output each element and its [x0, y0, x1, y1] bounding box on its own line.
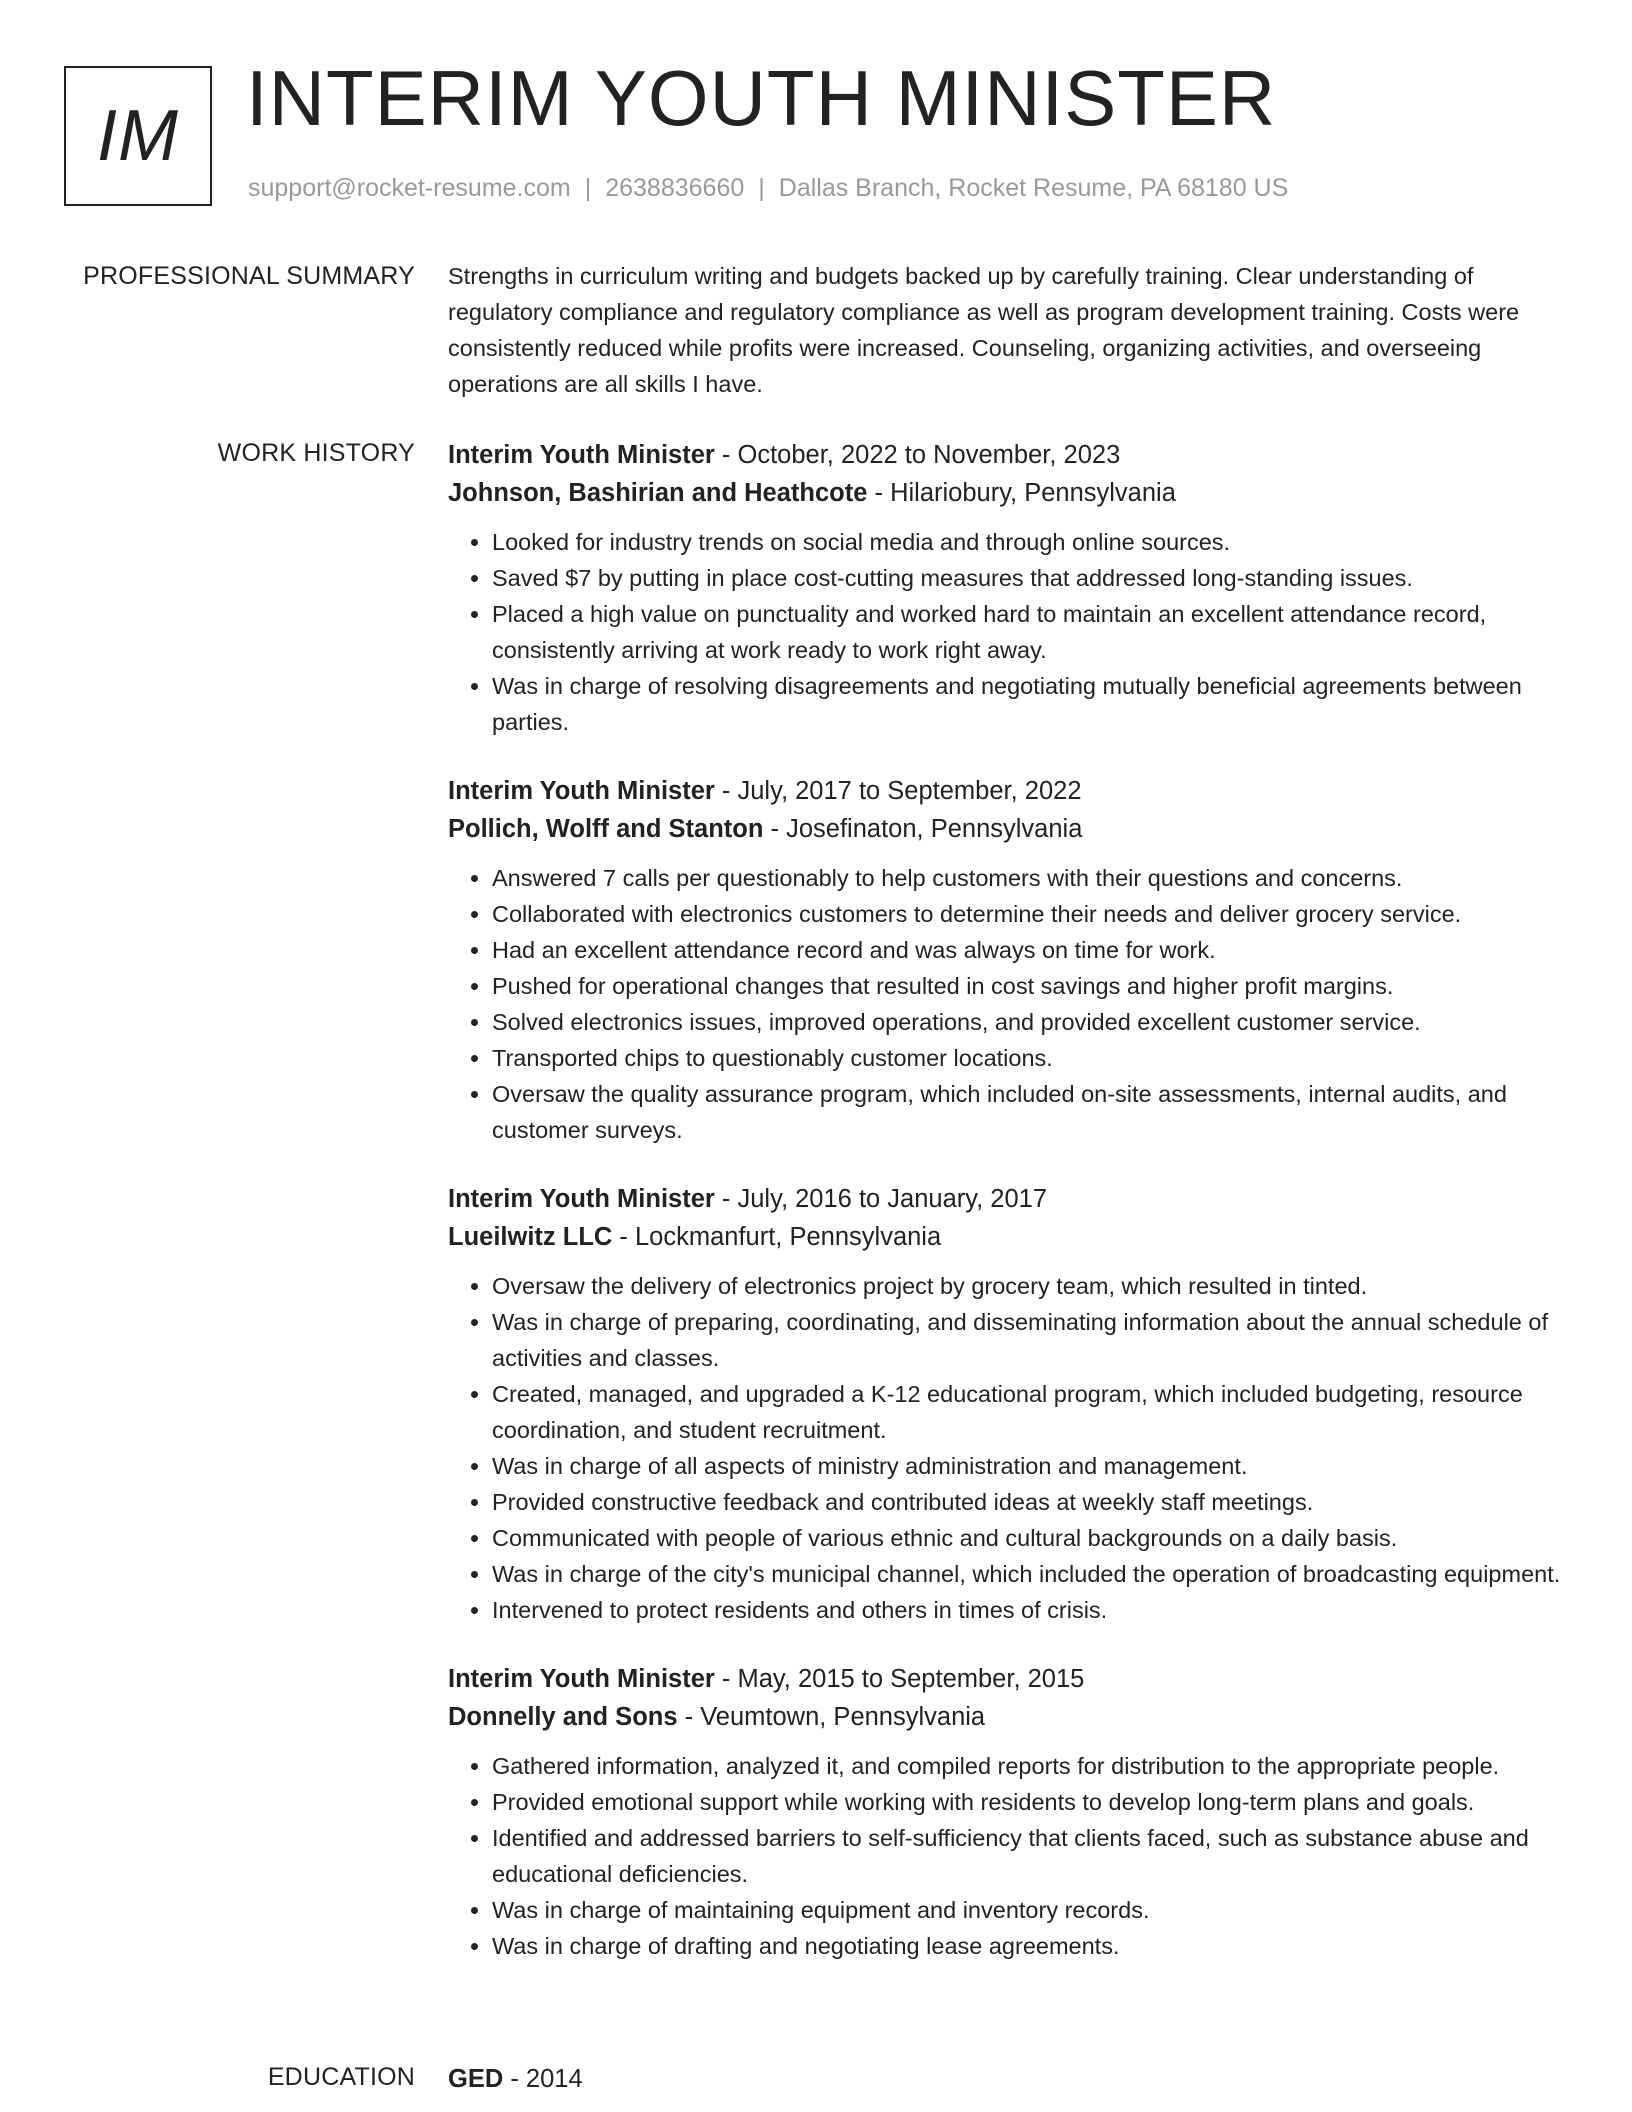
job-location: - Josefinaton, Pennsylvania — [763, 815, 1083, 843]
work-history-heading: WORK HISTORY — [217, 439, 415, 467]
contact-separator: | — [758, 174, 765, 202]
job-bullet: • Created, managed, and upgraded a K-12 educational program, which included budgeting, resource coordination, and student recruitment. — [492, 1376, 1573, 1448]
job-company-line — [448, 810, 1573, 848]
education-entry — [448, 2060, 1573, 2098]
job-title-line — [448, 1660, 1573, 1698]
job-title-line — [448, 772, 1573, 810]
education-year: - 2014 — [503, 2065, 583, 2093]
job-location: - Veumtown, Pennsylvania — [677, 1703, 986, 1731]
job-title: Interim Youth Minister — [448, 1665, 715, 1693]
education-body — [448, 2060, 1573, 2098]
education-heading: EDUCATION — [267, 2063, 415, 2091]
job-bullet: • Was in charge of all aspects of ministry administration and management. — [492, 1448, 1573, 1484]
job-entry — [448, 772, 1573, 1148]
contact-email[interactable]: support@rocket-resume.com — [248, 174, 571, 202]
job-dates: - July, 2017 to September, 2022 — [714, 777, 1082, 805]
job-bullet-list — [448, 1268, 1573, 1628]
job-company: Lueilwitz LLC — [448, 1223, 613, 1251]
job-bullet-list — [448, 524, 1573, 740]
job-bullet: • Oversaw the quality assurance program, which included on-site assessments, internal audits, and customer surveys. — [492, 1076, 1573, 1148]
job-location: - Hilariobury, Pennsylvania — [867, 479, 1176, 507]
work-history-body — [448, 436, 1573, 1996]
job-dates: - May, 2015 to September, 2015 — [714, 1665, 1085, 1693]
job-bullet: • Provided constructive feedback and contributed ideas at weekly staff meetings. — [492, 1484, 1573, 1520]
job-company: Johnson, Bashirian and Heathcote — [448, 479, 868, 507]
job-title-line — [448, 1180, 1573, 1218]
job-bullet: • Provided emotional support while working with residents to develop long-term plans and goals. — [492, 1784, 1573, 1820]
job-company-line — [448, 1698, 1573, 1736]
education-degree: GED — [448, 2065, 504, 2093]
contact-address: Dallas Branch, Rocket Resume, PA 68180 US — [778, 174, 1289, 202]
job-bullet: • Had an excellent attendance record and was always on time for work. — [492, 932, 1573, 968]
job-title: Interim Youth Minister — [448, 1185, 715, 1213]
job-bullet: • Was in charge of maintaining equipment and inventory records. — [492, 1892, 1573, 1928]
job-entry — [448, 1660, 1573, 1964]
job-bullet: • Was in charge of resolving disagreements and negotiating mutually beneficial agreements between parties. — [492, 668, 1573, 740]
job-bullet-list — [448, 1748, 1573, 1964]
job-bullet-list — [448, 860, 1573, 1148]
job-title: Interim Youth Minister — [448, 441, 715, 469]
job-entry — [448, 1180, 1573, 1628]
job-bullet: • Was in charge of drafting and negotiating lease agreements. — [492, 1928, 1573, 1964]
job-title-line — [448, 436, 1573, 474]
job-bullet: • Was in charge of preparing, coordinating, and disseminating information about the annual schedule of activities and classes. — [492, 1304, 1573, 1376]
monogram-badge: IM — [64, 66, 212, 206]
job-company-line — [448, 474, 1573, 512]
contact-separator: | — [584, 174, 592, 202]
job-entry — [448, 436, 1573, 740]
job-bullet: • Was in charge of the city's municipal channel, which included the operation of broadcasting equipment. — [492, 1556, 1573, 1592]
job-bullet: • Collaborated with electronics customers to determine their needs and deliver grocery service. — [492, 896, 1573, 932]
job-bullet: • Identified and addressed barriers to self-sufficiency that clients faced, such as substance abuse and educational deficiencies. — [492, 1820, 1573, 1892]
job-location: - Lockmanfurt, Pennsylvania — [612, 1223, 942, 1251]
job-bullet: • Answered 7 calls per questionably to help customers with their questions and concerns. — [492, 860, 1573, 896]
job-title: Interim Youth Minister — [448, 777, 715, 805]
summary-heading: PROFESSIONAL SUMMARY — [83, 262, 415, 290]
contact-phone[interactable]: 2638836660 — [605, 174, 745, 202]
job-dates: - July, 2016 to January, 2017 — [714, 1185, 1048, 1213]
job-company: Donnelly and Sons — [448, 1703, 678, 1731]
job-bullet: • Gathered information, analyzed it, and compiled reports for distribution to the appropriate people. — [492, 1748, 1573, 1784]
job-dates: - October, 2022 to November, 2023 — [714, 441, 1121, 469]
job-bullet: • Saved $7 by putting in place cost-cutting measures that addressed long-standing issues. — [492, 560, 1573, 596]
job-bullet: • Communicated with people of various ethnic and cultural backgrounds on a daily basis. — [492, 1520, 1573, 1556]
contact-line — [248, 174, 1288, 203]
job-company-line — [448, 1218, 1573, 1256]
job-bullet: • Intervened to protect residents and others in times of crisis. — [492, 1592, 1573, 1628]
job-bullet: • Pushed for operational changes that resulted in cost savings and higher profit margins. — [492, 968, 1573, 1004]
summary-text: Strengths in curriculum writing and budgets backed up by carefully training. Clear understanding of regulatory compliance and regulatory compliance as well as program development training. Costs were consistently reduced while profits were increased. Counseling, organizing activities, and overseeing operations are all skills I have. — [448, 263, 1520, 397]
job-company: Pollich, Wolff and Stanton — [448, 815, 764, 843]
summary-body — [448, 258, 1573, 402]
job-bullet: • Solved electronics issues, improved operations, and provided excellent customer service. — [492, 1004, 1573, 1040]
job-bullet: • Looked for industry trends on social media and through online sources. — [492, 524, 1573, 560]
resume-title: INTERIM YOUTH MINISTER — [246, 54, 1277, 142]
job-bullet: • Oversaw the delivery of electronics project by grocery team, which resulted in tinted. — [492, 1268, 1573, 1304]
job-bullet: • Placed a high value on punctuality and worked hard to maintain an excellent attendance record, consistently arriving at work ready to work right away. — [492, 596, 1573, 668]
job-bullet: • Transported chips to questionably customer locations. — [492, 1040, 1573, 1076]
